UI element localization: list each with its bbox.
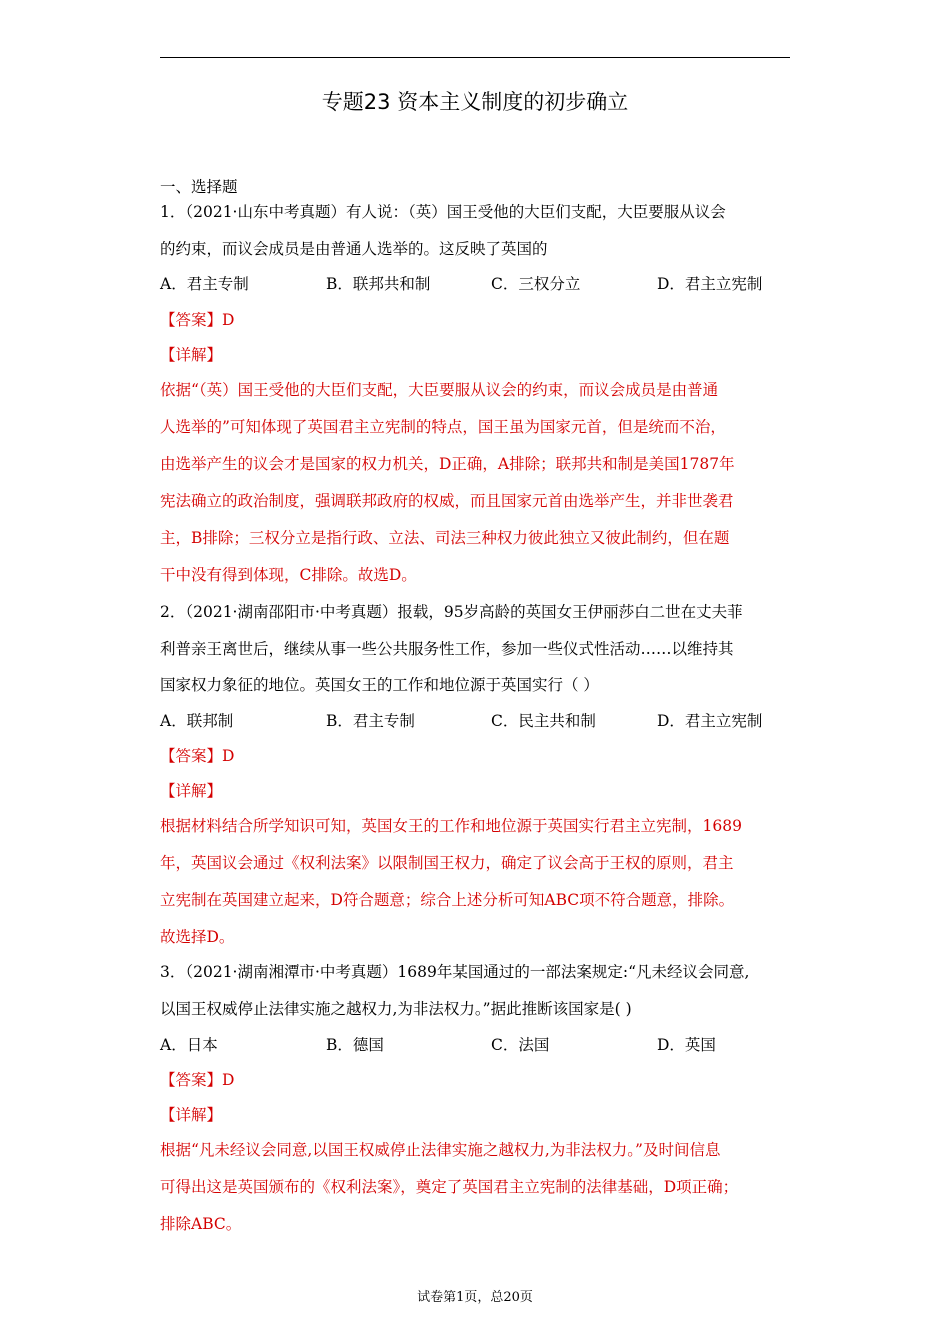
answer-label: 【答案】D	[160, 311, 235, 329]
detail-line: 宪法确立的政治制度，强调联邦政府的权威，而且国家元首由选举产生，并非世袭君	[160, 492, 734, 510]
question-stem-line: 2．（2021·湖南邵阳市·中考真题）报载，95岁高龄的英国女王伊丽莎白二世在丈夫菲	[160, 603, 743, 621]
detail-label: 【详解】	[160, 782, 223, 800]
question-stem-line: 以国王权威停止法律实施之越权力,为非法权力。”据此推断该国家是( )	[160, 1000, 632, 1018]
detail-line: 干中没有得到体现，C排除。故选D。	[160, 566, 417, 584]
option-a: A．日本	[160, 1036, 218, 1054]
detail-label: 【详解】	[160, 346, 223, 364]
detail-line: 根据材料结合所学知识可知，英国女王的工作和地位源于英国实行君主立宪制，1689	[160, 817, 742, 835]
detail-line: 由选举产生的议会才是国家的权力机关，D正确，A排除；联邦共和制是美国1787年	[160, 455, 735, 473]
option-b: B．德国	[326, 1036, 384, 1054]
detail-line: 人选举的”可知体现了英国君主立宪制的特点，国王虽为国家元首，但是统而不治，	[160, 418, 726, 436]
question-stem-line: 国家权力象征的地位。英国女王的工作和地位源于英国实行（ ）	[160, 676, 599, 694]
option-a: A．联邦制	[160, 712, 234, 730]
question-stem-line: 1．（2021·山东中考真题）有人说：（英）国王受他的大臣们支配，大臣要服从议会	[160, 203, 726, 221]
detail-line: 根据“凡未经议会同意,以国王权威停止法律实施之越权力,为非法权力。”及时间信息	[160, 1141, 721, 1159]
detail-line: 故选择D。	[160, 928, 235, 946]
option-c: C．三权分立	[491, 275, 581, 293]
option-b: B．联邦共和制	[326, 275, 431, 293]
detail-label: 【详解】	[160, 1106, 223, 1124]
option-d: D．君主立宪制	[657, 275, 763, 293]
option-a: A．君主专制	[160, 275, 249, 293]
detail-line: 立宪制在英国建立起来，D符合题意；综合上述分析可知ABC项不符合题意，排除。	[160, 891, 735, 909]
answer-label: 【答案】D	[160, 1071, 235, 1089]
detail-line: 可得出这是英国颁布的《权利法案》，奠定了英国君主立宪制的法律基础，D项正确；	[160, 1178, 739, 1196]
option-d: D．君主立宪制	[657, 712, 763, 730]
option-b: B．君主专制	[326, 712, 415, 730]
detail-line: 排除ABC。	[160, 1215, 242, 1233]
answer-label: 【答案】D	[160, 747, 235, 765]
question-stem-line: 利普亲王离世后，继续从事一些公共服务性工作，参加一些仪式性活动……以维持其	[160, 640, 734, 658]
option-d: D．英国	[657, 1036, 716, 1054]
header-rule	[160, 57, 790, 58]
question-stem-line: 的约束，而议会成员是由普通人选举的。这反映了英国的	[160, 240, 548, 258]
option-c: C．法国	[491, 1036, 550, 1054]
detail-line: 年，英国议会通过《权利法案》以限制国王权力，确定了议会高于王权的原则，君主	[160, 854, 734, 872]
section-heading: 一、选择题	[160, 178, 238, 196]
option-c: C．民主共和制	[491, 712, 596, 730]
detail-line: 主，B排除；三权分立是指行政、立法、司法三种权力彼此独立又彼此制约，但在题	[160, 529, 730, 547]
page-title: 专题23 资本主义制度的初步确立	[321, 90, 629, 114]
detail-line: 依据“（英）国王受他的大臣们支配，大臣要服从议会的约束，而议会成员是由普通	[160, 381, 719, 399]
question-stem-line: 3．（2021·湖南湘潭市·中考真题）1689年某国通过的一部法案规定:“凡未经议会同意,	[160, 963, 750, 981]
page-footer: 试卷第1页，总20页	[417, 1290, 533, 1305]
